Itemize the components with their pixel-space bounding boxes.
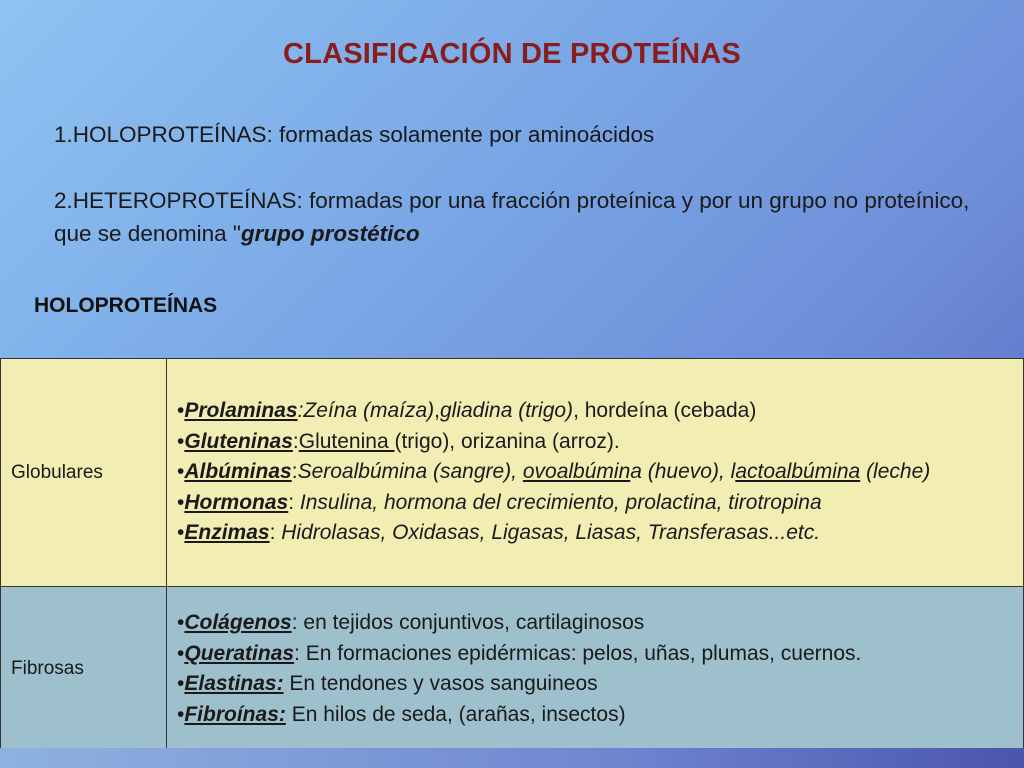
bullet: •: [177, 460, 185, 484]
example-lactoalbumina: actoalbúmina: [735, 460, 861, 484]
list-item-fibroinas: [177, 700, 1015, 731]
list-item-enzimas: [177, 518, 1015, 549]
term-elastinas: Elastinas:: [184, 672, 284, 695]
globulares-items: [167, 359, 1024, 587]
example-zeina: Zeína (maíza): [303, 399, 435, 423]
description: En hilos de seda, (arañas, insectos): [285, 702, 626, 726]
list-item-albuminas: [177, 457, 1015, 488]
grupo-prostetico-emphasis: grupo prostético: [240, 221, 420, 246]
term-albuminas: Albúminas: [184, 460, 292, 484]
bullet: •: [177, 399, 185, 423]
term-prolaminas: Prolaminas: [184, 399, 298, 423]
example-rest: (trigo), orizanina (arroz).: [394, 429, 620, 453]
example-glutenina: Glutenina: [298, 429, 395, 453]
term-enzimas: Enzimas: [184, 521, 270, 545]
description: : en tejidos conjuntivos, cartilaginosos: [291, 611, 645, 634]
term-queratinas: Queratinas: [184, 641, 295, 665]
example-rest: , hordeína (cebada): [573, 399, 757, 423]
bottom-band: [0, 748, 1024, 768]
bullet: •: [177, 521, 185, 545]
example-huevo: a (huevo), l: [630, 460, 736, 484]
holoproteinas-definition: [54, 118, 984, 151]
term-colagenos: Colágenos: [184, 611, 292, 634]
protein-classification-table: [0, 358, 1024, 752]
list-item-elastinas: [177, 669, 1015, 700]
description: En tendones y vasos sanguineos: [283, 672, 598, 695]
example-gliadina: gliadina (trigo): [439, 399, 574, 423]
term-gluteninas: Gluteninas: [184, 429, 293, 453]
bullet: •: [177, 611, 185, 634]
example-leche: (leche): [860, 460, 931, 484]
table-row-fibrosas: [1, 587, 1024, 752]
list-item-gluteninas: [177, 427, 1015, 458]
fibrosas-items: [167, 587, 1024, 752]
category-fibrosas: Fibrosas: [1, 587, 167, 752]
separator: :: [297, 399, 304, 423]
example-seroalbumina: Seroalbúmina (sangre),: [297, 460, 523, 484]
term-hormonas: Hormonas: [184, 490, 289, 514]
separator: :: [292, 429, 299, 453]
bullet: •: [177, 702, 185, 726]
example-rest: Insulina, hormona del crecimiento, prolactina, tirotropina: [299, 490, 822, 514]
bullet: •: [177, 490, 185, 514]
term-fibroinas: Fibroínas:: [184, 702, 286, 726]
example-ovoalbumina: ovoalbúmin: [522, 460, 631, 484]
list-item-colagenos: [177, 608, 1015, 639]
bullet: •: [177, 672, 185, 695]
separator: :: [288, 490, 300, 514]
slide-title: CLASIFICACIÓN DE PROTEÍNAS: [283, 38, 741, 70]
bullet: •: [177, 429, 185, 453]
list-item-hormonas: [177, 488, 1015, 519]
description: : En formaciones epidérmicas: pelos, uñas, plumas, cuernos.: [294, 641, 862, 665]
bullet: •: [177, 641, 185, 665]
list-item-queratinas: [177, 639, 1015, 670]
example-rest: Hidrolasas, Oxidasas, Ligasas, Liasas, Transferasas...etc.: [281, 521, 821, 545]
holoproteinas-definition-text: 1.HOLOPROTEÍNAS: formadas solamente por aminoácidos: [54, 122, 655, 147]
table-row-globulares: [1, 359, 1024, 587]
separator: :: [269, 521, 282, 545]
heteroproteinas-definition-text: 2.HETEROPROTEÍNAS: formadas por una fracción proteínica y por un grupo no proteínico, que se denomina ": [54, 188, 970, 246]
list-item-prolaminas: [177, 396, 1015, 427]
section-heading: HOLOPROTEÍNAS: [34, 294, 218, 317]
comma: ,: [434, 399, 440, 423]
heteroproteinas-definition: [54, 184, 984, 250]
separator: :: [291, 460, 298, 484]
category-globulares: Globulares: [1, 359, 167, 587]
